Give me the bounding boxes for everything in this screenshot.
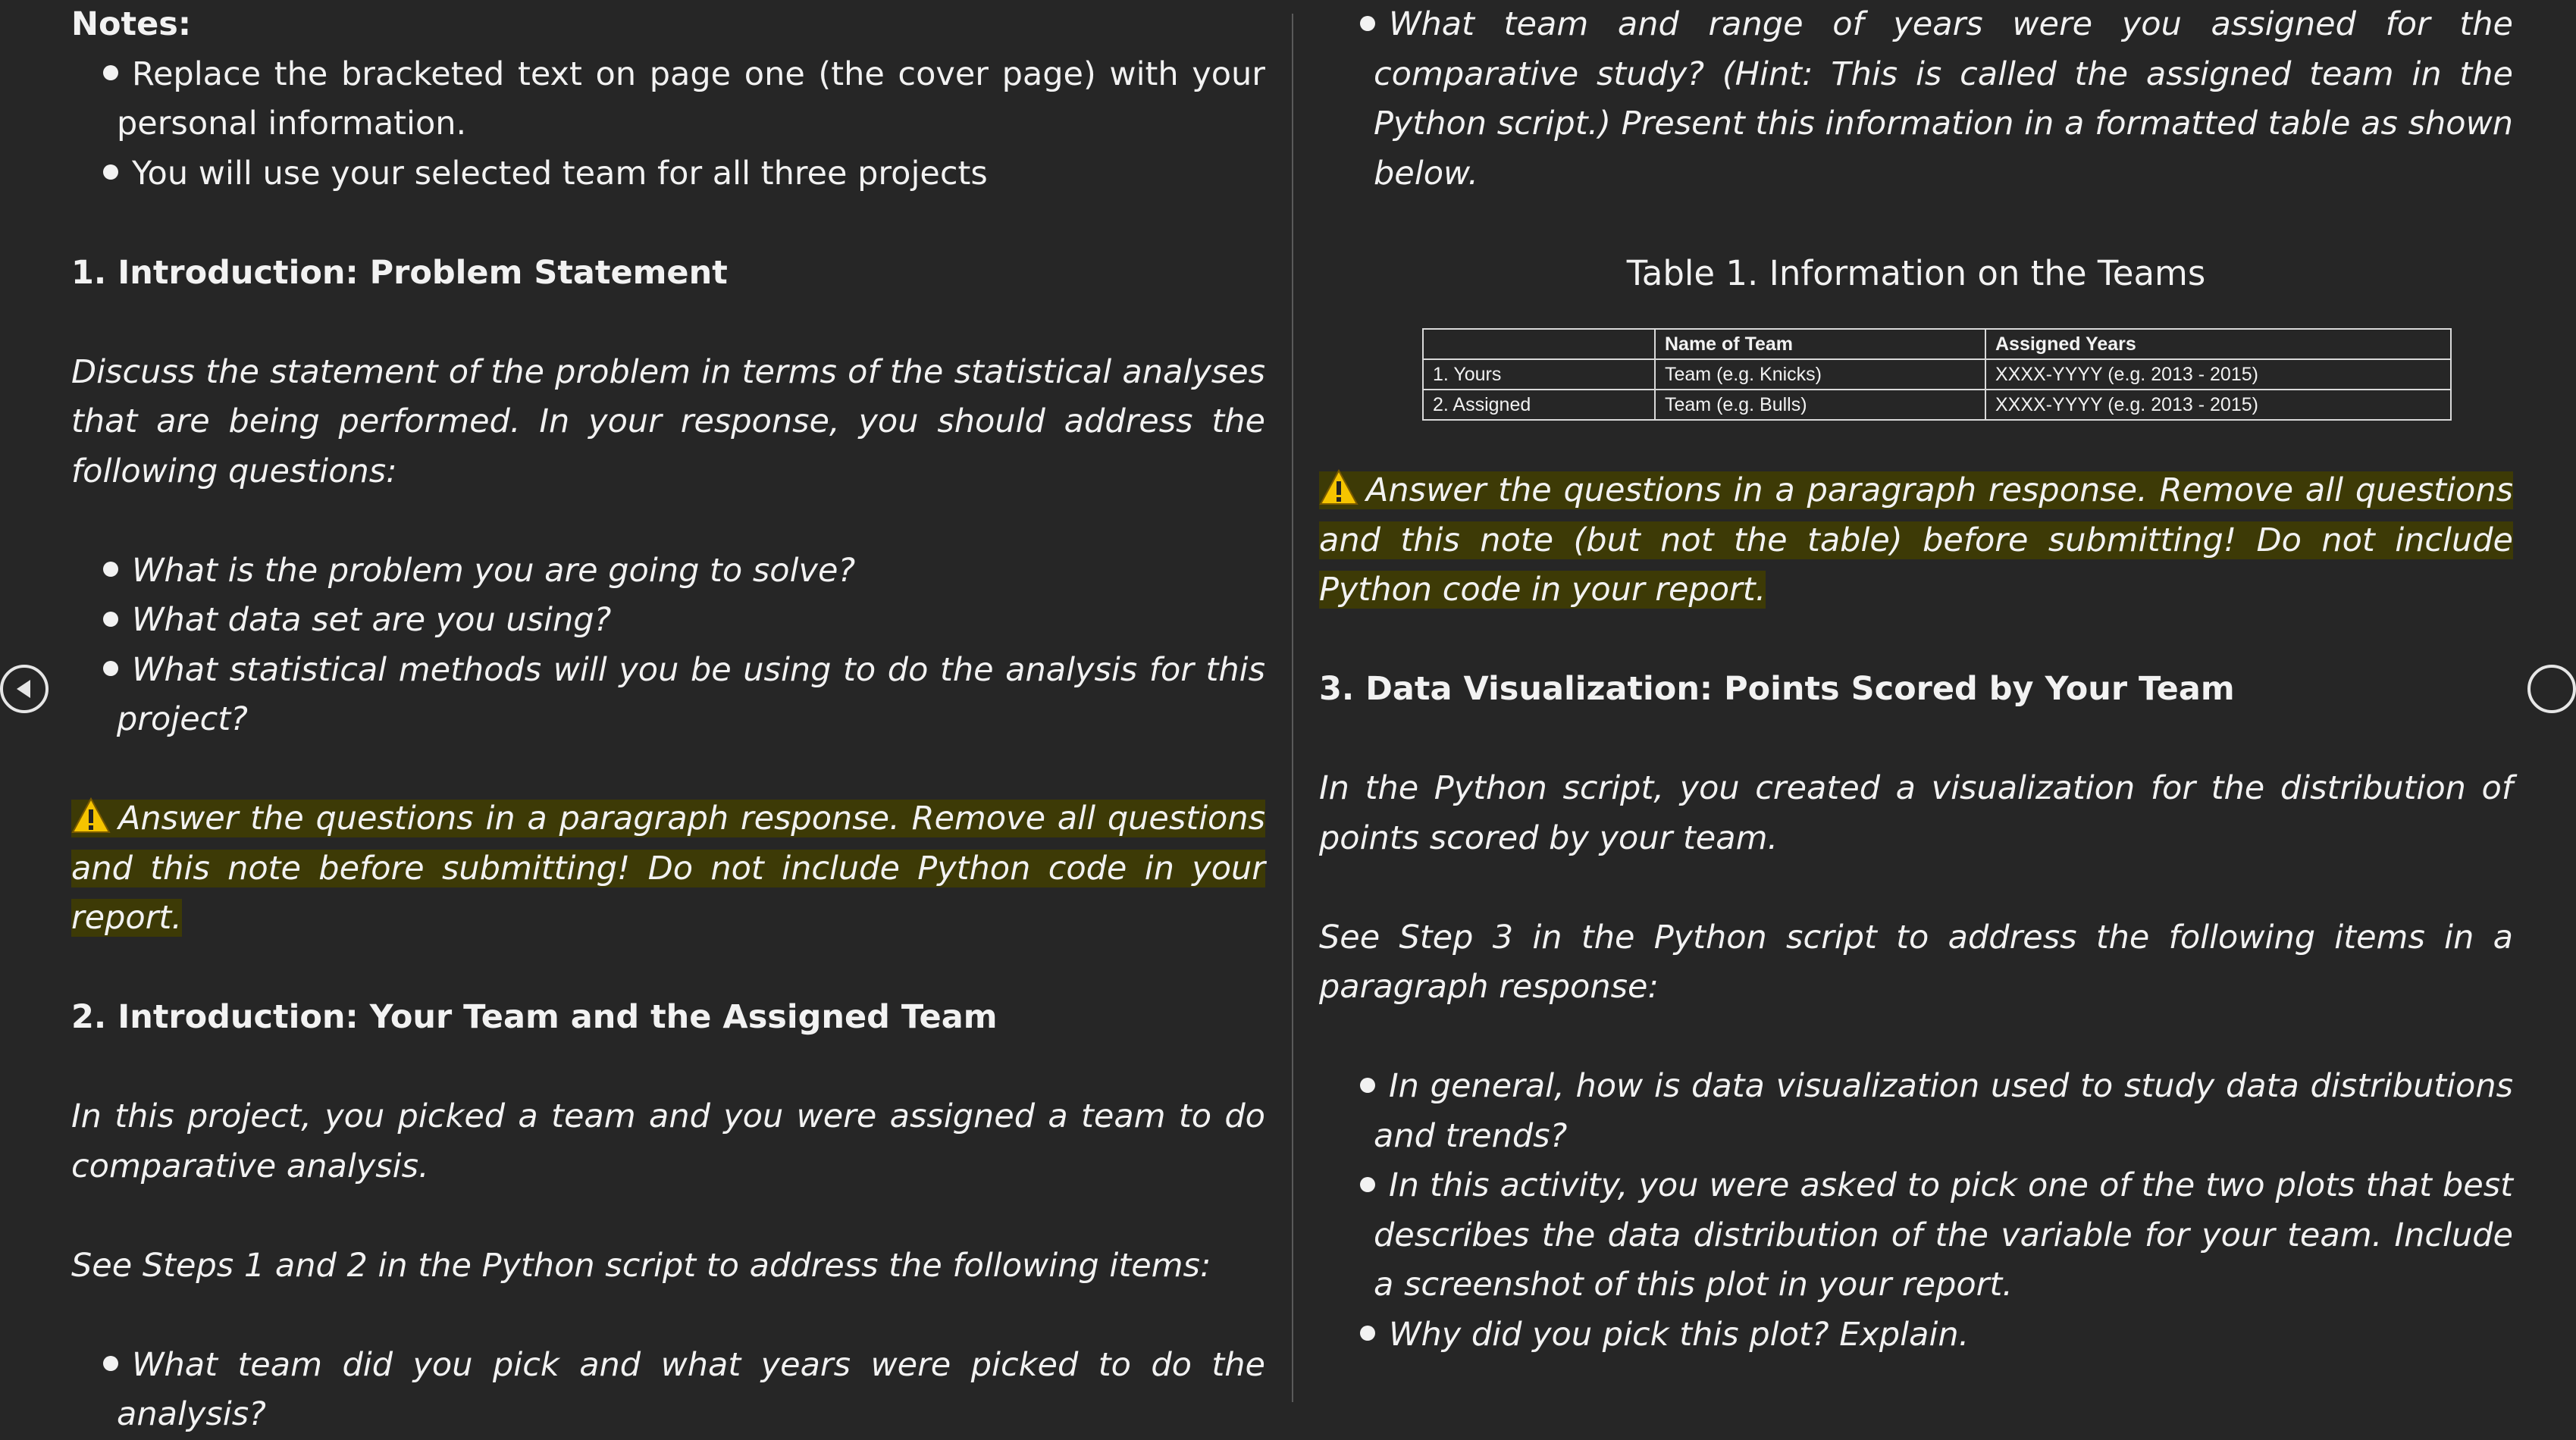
table-cell: 1. Yours [1423,359,1655,390]
table-caption: Table 1. Information on the Teams [1626,252,2206,293]
table-cell: Team (e.g. Knicks) [1655,359,1985,390]
list-item: What is the problem you are going to solve? [71,546,1265,596]
table-row [1423,390,2451,420]
list-item: Why did you pick this plot? Explain. [1319,1310,2513,1360]
section-2-questions-continued [1319,0,2513,199]
section-2-intro: In this project, you picked a team and you were assigned a team to do comparative analysis. [71,1097,1265,1185]
table-row [1423,359,2451,390]
list-item: What statistical methods will you be using to do the analysis for this project? [71,646,1265,745]
list-item: What data set are you using? [71,596,1265,646]
left-page [71,0,1265,1440]
table-header-cell: Name of Team [1655,329,1985,359]
notes-heading: Notes: [71,5,192,43]
note-text: Answer the questions in a paragraph response. Remove all questions and this note (but not the table) before submitting! Do not include Python code in your report. [1319,471,2513,609]
section-1-heading: 1. Introduction: Problem Statement [71,253,728,292]
notes-list [86,50,1265,199]
list-item: Replace the bracketed text on page one (the cover page) with your personal information. [86,50,1265,149]
chevron-left-circle-icon[interactable] [0,665,49,713]
section-3-intro: In the Python script, you created a visualization for the distribution of points scored by your team. [1319,769,2513,857]
section-2-questions [71,1341,1265,1440]
list-item: In general, how is data visualization used to study data distributions and trends? [1319,1062,2513,1161]
section-2-note [1319,466,2513,615]
table-header-cell [1423,329,1655,359]
list-item: What team and range of years were you assigned for the comparative study? (Hint: This is called the assigned team in the Python script.) Present this information in a formatted table as shown below. [1319,0,2513,199]
table-cell: 2. Assigned [1423,390,1655,420]
list-item: You will use your selected team for all three projects [86,149,1265,199]
right-page [1319,0,2513,1360]
table-header-cell: Assigned Years [1985,329,2451,359]
section-3-heading: 3. Data Visualization: Points Scored by Your Team [1319,670,2235,708]
page-divider [1292,14,1293,1402]
list-item: What team did you pick and what years were picked to do the analysis? [71,1341,1265,1440]
section-2-heading: 2. Introduction: Your Team and the Assigned Team [71,998,998,1036]
section-2-steps: See Steps 1 and 2 in the Python script to address the following items: [71,1246,1211,1285]
teams-table [1422,328,2452,421]
note-text: Answer the questions in a paragraph response. Remove all questions and this note before submitting! Do not include Python code in your report. [71,800,1265,937]
section-3-questions [1319,1062,2513,1360]
section-1-questions [71,546,1265,745]
section-1-intro: Discuss the statement of the problem in terms of the statistical analyses that are being performed. In your response, you should address the following questions: [71,352,1265,490]
warning-triangle-icon [1319,469,1359,506]
chevron-right-circle-icon[interactable] [2527,665,2576,713]
list-item: In this activity, you were asked to pick one of the two plots that best describes the data distribution of the variable for your team. Include a screenshot of this plot in your report. [1319,1161,2513,1310]
warning-triangle-icon [71,797,111,834]
section-3-steps: See Step 3 in the Python script to address the following items in a paragraph response: [1319,918,2513,1006]
table-header-row [1423,329,2451,359]
table-cell: Team (e.g. Bulls) [1655,390,1985,420]
section-1-note [71,794,1265,944]
table-cell: XXXX-YYYY (e.g. 2013 - 2015) [1985,390,2451,420]
table-cell: XXXX-YYYY (e.g. 2013 - 2015) [1985,359,2451,390]
